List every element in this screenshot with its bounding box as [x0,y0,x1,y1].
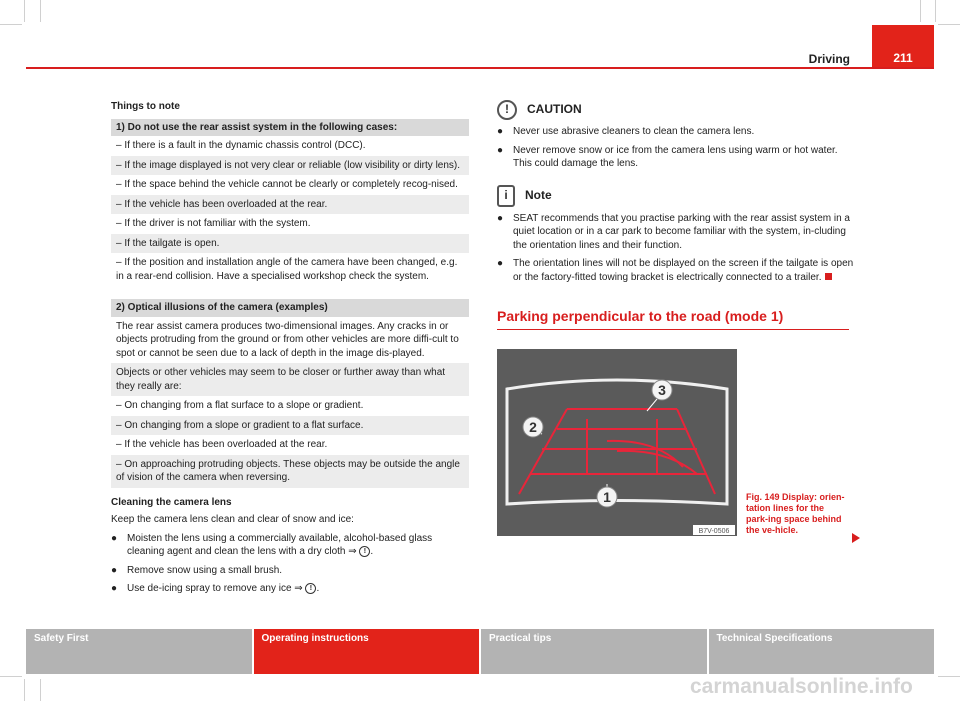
cleaning-bullet: ● Use de-icing spray to remove any ice ⇒ ! . [111,583,320,594]
crop-mark [938,24,960,25]
note-item: ● The orientation lines will not be displayed on the screen if the tailgate is open or the factory-fitted towing bracket is electrically connected to a trailer. [497,258,854,283]
caution-heading [497,100,854,120]
caution-icon: ! [497,100,517,120]
box1-item: – If there is a fault in the dynamic chassis control (DCC). [116,140,366,151]
section-title: Parking perpendicular to the road (mode 1) [497,308,784,324]
cleaning-intro: Keep the camera lens clean and clear of snow and ice: [111,514,354,525]
footer-nav [26,629,934,674]
figure-caption: Fig. 149 Display: orien-tation lines for the park-ing space behind the ve-hicle. [746,492,845,535]
box2-item: The rear assist camera produces two-dimensional images. Any cracks in or objects protruding from the ground or from other vehicles are more diffi-cult to spot or cannot be seen due to a lack of depth in the image dis-played. [116,320,459,359]
crop-mark [0,676,22,677]
header-rule [26,67,934,69]
section-end-icon [825,273,832,280]
watermark: carmanualsonline.info [690,675,913,698]
bullet-dot: ● [497,126,504,137]
caution-item: ● Never use abrasive cleaners to clean the camera lens. [497,126,755,137]
box1-item: – If the tailgate is open. [111,234,469,254]
crop-mark [0,24,22,25]
svg-text:3: 3 [658,382,666,398]
figure-code: B7V-0506 [698,528,730,535]
crop-mark [938,676,960,677]
box1-item: – If the position and installation angle of the camera have been changed, e.g. in a rear-end collision. Have a specialised workshop check the system. [116,257,458,282]
header-section-title: Driving [808,52,850,66]
crop-mark [935,0,936,22]
box1-item: – If the space behind the vehicle cannot be clearly or completely recog-nised. [116,179,458,190]
tab-safety-first[interactable]: Safety First [26,629,254,674]
svg-text:1: 1 [603,489,611,505]
bullet-dot: ● [111,564,118,576]
box2-item: – On approaching protruding objects. These objects may be outside the angle of vision of the camera when reversing. [111,455,469,488]
bullet-dot: ● [497,212,504,224]
callout-2 [523,417,543,437]
section-rule [497,329,849,330]
caution-ref-icon[interactable]: ! [359,546,370,557]
bullet-dot: ● [111,532,118,544]
box1-item: – If the driver is not familiar with the system. [116,218,311,229]
left-column [111,100,469,596]
crop-mark [24,679,25,701]
caution-ref-icon[interactable]: ! [305,583,316,594]
callout-1 [597,487,617,507]
cleaning-bullet: ● Moisten the lens using a commercially available, alcohol-based glass cleaning agent and clean the lens with a dry cloth ⇒ ! . [111,532,433,557]
right-column [497,100,854,330]
box2-item: – If the vehicle has been overloaded at the rear. [116,439,328,450]
crop-mark [920,0,921,22]
box1-title: 1) Do not use the rear assist system in the following cases: [111,119,469,137]
caution-title: CAUTION [527,102,582,117]
tab-operating-instructions[interactable]: Operating instructions [254,629,482,674]
bullet-dot: ● [497,258,504,269]
crop-mark [40,679,41,701]
note-title: Note [525,187,552,202]
note-icon: i [497,185,515,207]
cleaning-bullet: ● Remove snow using a small brush. [111,564,283,576]
box2-item: Objects or other vehicles may seem to be closer or further away than what they really are: [111,363,469,396]
camera-display-figure [497,349,737,536]
svg-text:2: 2 [529,419,537,435]
note-heading [497,185,854,207]
caution-item: ● Never remove snow or ice from the camera lens using warm or hot water. This could damage the lens. [497,144,838,169]
note-item: ● SEAT recommends that you practise parking with the rear assist system in a quiet location or in a car park to become familiar with the system, in-cluding the orientation lines and their function. [497,212,850,251]
box2-item: – On changing from a flat surface to a slope or gradient. [116,400,364,411]
crop-mark [40,0,41,22]
crop-mark [24,0,25,22]
continue-arrow-icon [852,533,860,543]
callout-3 [652,380,672,400]
page-number: 211 [893,51,913,65]
box2-title: 2) Optical illusions of the camera (examples) [111,299,469,317]
cleaning-title: Cleaning the camera lens [111,496,232,508]
things-to-note-title: Things to note [111,101,180,112]
orientation-lines-illustration [497,349,737,536]
bullet-dot: ● [111,583,118,594]
box2-item: – On changing from a slope or gradient to a flat surface. [111,416,469,436]
bullet-dot: ● [497,144,504,156]
tab-technical-specifications[interactable]: Technical Specifications [709,629,935,674]
box1-item: – If the image displayed is not very clear or reliable (low visibility or dirty lens). [111,156,469,176]
box1-item: – If the vehicle has been overloaded at the rear. [111,195,469,215]
tab-practical-tips[interactable]: Practical tips [481,629,709,674]
